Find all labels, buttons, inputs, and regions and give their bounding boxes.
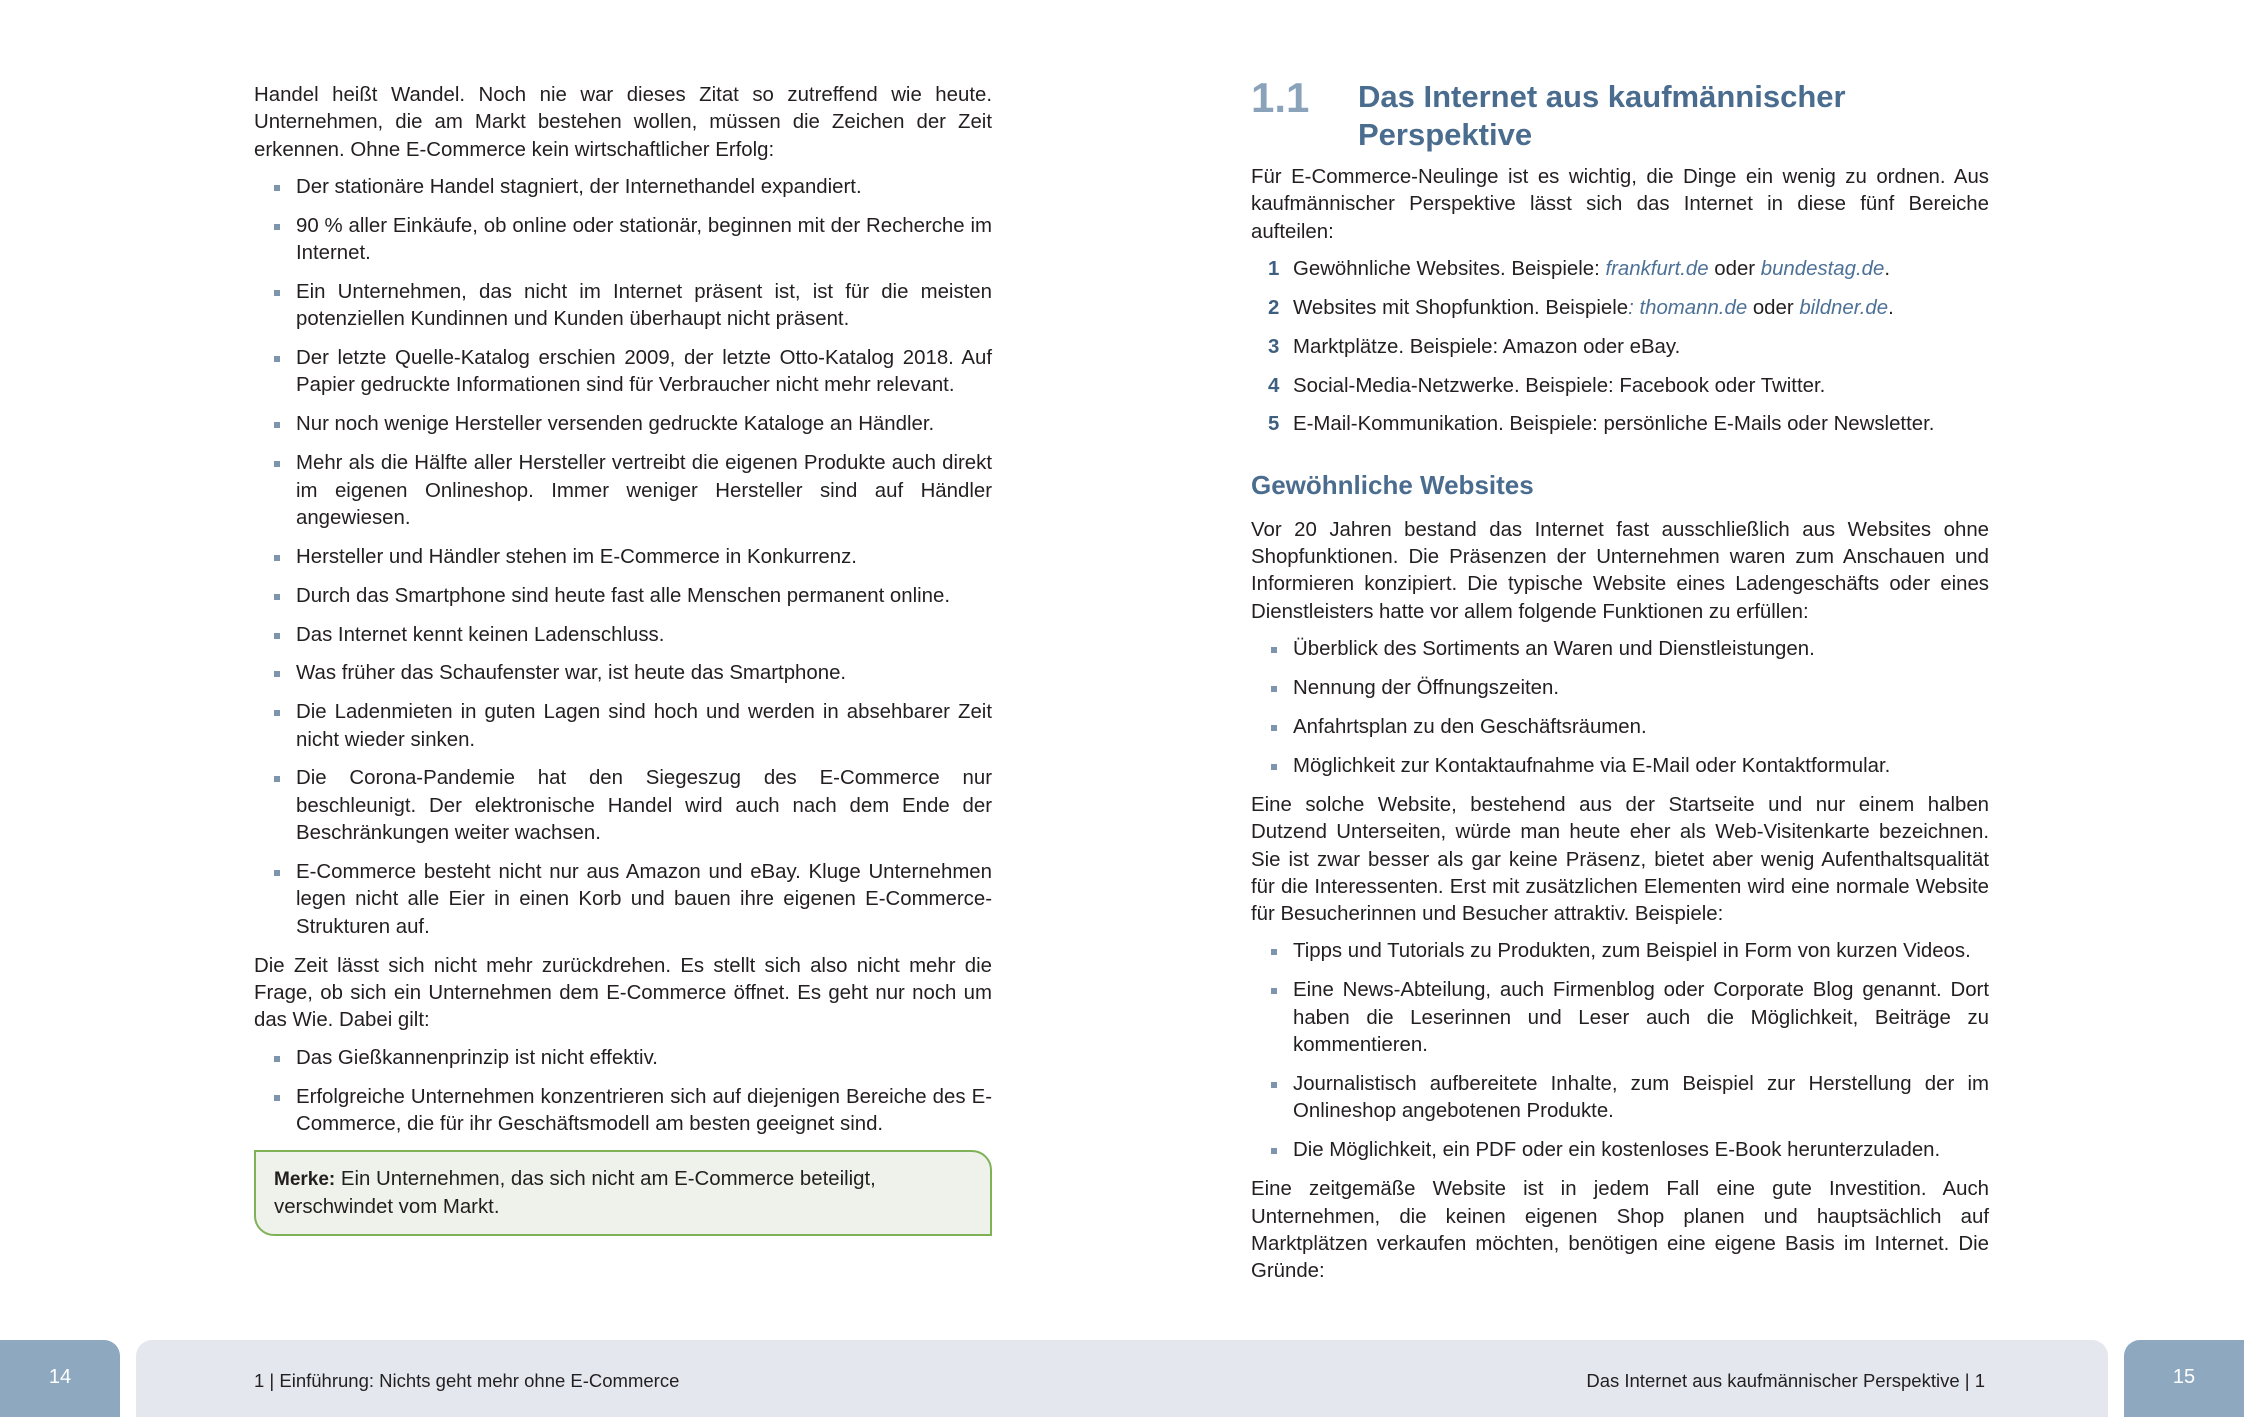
right-bullet-list-1 [1251, 636, 1989, 780]
bullet-item [254, 699, 992, 754]
bullet-text: Das Internet kennt keinen Ladenschluss. [296, 623, 665, 646]
left-bullet-list-1 [254, 174, 992, 941]
bullet-text: Tipps und Tutorials zu Produkten, zum Beispiel in Form von kurzen Videos. [1293, 940, 1971, 963]
bullet-item [254, 174, 992, 201]
bullet-item [1251, 714, 1989, 741]
right-paragraph-1: Vor 20 Jahren bestand das Internet fast ausschließlich aus Websites ohne Shopfunktionen. Die Präsenzen der Unternehmen waren zum Anschauen und Informieren konzipiert. Die typische Website eines Ladengeschäfts oder eines Dienstleisters hatte vor allem folgende Funktionen zu erfüllen: [1251, 518, 1989, 623]
right-intro-paragraph: Für E-Commerce-Neulinge ist es wichtig, die Dinge ein wenig zu ordnen. Aus kaufmännischer Perspektive lässt sich das Internet in diese fünf Bereiche aufteilen: [1251, 166, 1989, 243]
bullet-square-icon [274, 870, 280, 876]
merke-text: Ein Unternehmen, das sich nicht am E-Commerce beteiligt, verschwindet vom Markt. [274, 1168, 876, 1218]
bullet-square-icon [274, 1056, 280, 1062]
item-number: 3 [1268, 335, 1280, 358]
bullet-item [254, 622, 992, 649]
bullet-square-icon [274, 671, 280, 677]
item-text: Social-Media-Netzwerke. Beispiele: Facebook oder Twitter. [1293, 374, 1826, 397]
right-page-body [1251, 74, 1989, 1285]
item-text: oder [1747, 296, 1800, 319]
left-paragraph-2: Die Zeit lässt sich nicht mehr zurückdrehen. Es stellt sich also nicht mehr die Frage, ob sich ein Unternehmen dem E-Commerce öffnet. Es geht nur noch um das Wie. Dabei gilt: [254, 954, 992, 1032]
bullet-item [1251, 675, 1989, 702]
bullet-item [254, 544, 992, 571]
bullet-text: Überblick des Sortiments an Waren und Dienstleistungen. [1293, 637, 1815, 660]
left-page-number: 14 [0, 1340, 120, 1417]
bullet-text: Hersteller und Händler stehen im E-Commerce in Konkurrenz. [296, 545, 857, 568]
item-number: 5 [1268, 413, 1280, 436]
item-text: . [1884, 257, 1891, 280]
right-paragraph-3: Eine zeitgemäße Website ist in jedem Fall eine gute Investition. Auch Unternehmen, die keinen eigenen Shop planen und hauptsächlich auf Marktplätzen verkaufen möchten, benötigen eine eigene Basis im Internet. Die Gründe: [1251, 1178, 1989, 1283]
item-number: 2 [1268, 296, 1280, 319]
bullet-item [254, 859, 992, 941]
example-link[interactable]: : thomann.de [1628, 296, 1748, 319]
item-text: Websites mit Shopfunktion. Beispiele [1293, 296, 1629, 319]
bullet-square-icon [1271, 988, 1277, 994]
bullet-square-icon [274, 776, 280, 782]
bullet-text: 90 % aller Einkäufe, ob online oder stationär, beginnen mit der Recherche im Internet. [296, 214, 992, 265]
bullet-text: Die Corona-Pandemie hat den Siegeszug des E-Commerce nur beschleunigt. Der elektronische Handel wird auch nach dem Ende der Beschränkungen weiter wachsen. [296, 767, 992, 845]
right-bullet-list-2 [1251, 938, 1989, 1164]
left-running-head: 1 | Einführung: Nichts geht mehr ohne E-Commerce [254, 1370, 680, 1391]
bullet-text: Durch das Smartphone sind heute fast alle Menschen permanent online. [296, 584, 951, 607]
bullet-text: Mehr als die Hälfte aller Hersteller vertreibt die eigenen Produkte auch direkt im eigenen Onlineshop. Immer weniger Hersteller sind auf Händler angewiesen. [296, 452, 992, 529]
item-text: oder [1708, 257, 1761, 280]
item-text: Gewöhnliche Websites. Beispiele: [1293, 257, 1606, 280]
left-bullet-list-2 [254, 1045, 992, 1138]
numbered-item [1251, 334, 1989, 361]
bullet-item [1251, 977, 1989, 1059]
bullet-item [254, 345, 992, 400]
bullet-item [254, 450, 992, 532]
item-text: E-Mail-Kommunikation. Beispiele: persönliche E-Mails oder Newsletter. [1293, 413, 1935, 436]
numbered-item [1251, 411, 1989, 438]
merke-label: Merke: [274, 1169, 336, 1191]
bullet-item [254, 213, 992, 268]
bullet-text: Was früher das Schaufenster war, ist heute das Smartphone. [296, 662, 847, 685]
item-text: Marktplätze. Beispiele: Amazon oder eBay. [1293, 335, 1681, 358]
bullet-text: Anfahrtsplan zu den Geschäftsräumen. [1293, 715, 1647, 738]
numbered-list [1251, 256, 1989, 439]
bullet-square-icon [274, 633, 280, 639]
bullet-text: Nur noch wenige Hersteller versenden gedruckte Kataloge an Händler. [296, 413, 935, 436]
item-number: 1 [1268, 257, 1280, 280]
bullet-square-icon [1271, 686, 1277, 692]
bullet-item [1251, 1071, 1989, 1126]
bullet-item [254, 765, 992, 847]
numbered-item [1251, 373, 1989, 400]
bullet-square-icon [274, 290, 280, 296]
left-page-body [254, 82, 992, 1236]
bullet-square-icon [274, 710, 280, 716]
example-link[interactable]: bundestag.de [1760, 257, 1885, 280]
right-page-number: 15 [2124, 1340, 2244, 1417]
bullet-square-icon [1271, 647, 1277, 653]
bullet-text: Der stationäre Handel stagniert, der Internethandel expandiert. [296, 175, 862, 198]
bullet-square-icon [1271, 1082, 1277, 1088]
bullet-text: Die Möglichkeit, ein PDF oder ein kostenloses E-Book herunterzuladen. [1293, 1138, 1941, 1161]
bullet-square-icon [274, 356, 280, 362]
bullet-item [1251, 636, 1989, 663]
left-intro-paragraph: Handel heißt Wandel. Noch nie war dieses Zitat so zutreffend wie heute. Unternehmen, die am Markt bestehen wollen, müssen die Zeichen der Zeit erkennen. Ohne E-Commerce kein wirtschaftlicher Erfolg: [254, 84, 992, 161]
subheading: Gewöhnliche Websites [1251, 469, 1534, 500]
numbered-item [1251, 256, 1989, 283]
bullet-square-icon [274, 224, 280, 230]
right-paragraph-2: Eine solche Website, bestehend aus der Startseite und nur einem halben Dutzend Unterseiten, würde man heute eher als Web-Visitenkarte bezeichnen. Sie ist zwar besser als gar keine Präsenz, bietet aber wenig Aufenthaltsqualität für die Interessenten. Erst mit zusätzlichen Elementen wird eine normale Website für Besucherinnen und Besucher attraktiv. Beispiele: [1251, 793, 1989, 926]
bullet-square-icon [274, 594, 280, 600]
example-link[interactable]: frankfurt.de [1605, 257, 1709, 280]
bullet-square-icon [274, 555, 280, 561]
bullet-item [254, 411, 992, 438]
bullet-text: Ein Unternehmen, das nicht im Internet präsent ist, ist für die meisten potenziellen Kundinnen und Kunden überhaupt nicht präsent. [296, 280, 992, 331]
bullet-text: E-Commerce besteht nicht nur aus Amazon und eBay. Kluge Unternehmen legen nicht alle Eier in einen Korb und bauen ihre eigenen E-Commerce-Strukturen auf. [296, 860, 992, 938]
item-number: 4 [1268, 374, 1280, 397]
bullet-text: Nennung der Öffnungszeiten. [1293, 676, 1560, 699]
example-link[interactable]: bildner.de [1799, 296, 1889, 319]
bullet-square-icon [1271, 1148, 1277, 1154]
bullet-text: Der letzte Quelle-Katalog erschien 2009, der letzte Otto-Katalog 2018. Auf Papier gedruckte Informationen sind für Verbraucher nicht mehr relevant. [296, 347, 992, 397]
bullet-square-icon [274, 185, 280, 191]
bullet-square-icon [1271, 949, 1277, 955]
item-text: . [1888, 296, 1894, 319]
bullet-text: Eine News-Abteilung, auch Firmenblog oder Corporate Blog genannt. Dort haben die Leserinnen und Leser auch die Möglichkeit, Beiträge zu kommentieren. [1293, 979, 1989, 1056]
bullet-text: Die Ladenmieten in guten Lagen sind hoch und werden in absehbarer Zeit nicht wieder sinken. [296, 701, 992, 751]
bullet-text: Möglichkeit zur Kontaktaufnahme via E-Mail oder Kontaktformular. [1293, 754, 1891, 777]
bullet-square-icon [274, 1095, 280, 1101]
bullet-item [254, 660, 992, 687]
bullet-text: Journalistisch aufbereitete Inhalte, zum Beispiel zur Herstellung der im Onlineshop angebotenen Produkte. [1293, 1072, 1989, 1123]
bullet-text: Das Gießkannenprinzip ist nicht effektiv. [296, 1046, 658, 1069]
section-title: Das Internet aus kaufmännischer Perspektive [1358, 79, 1846, 152]
bullet-item [1251, 753, 1989, 780]
bullet-square-icon [1271, 764, 1277, 770]
bullet-square-icon [274, 422, 280, 428]
merke-box [254, 1150, 992, 1236]
bullet-square-icon [1271, 725, 1277, 731]
bullet-item [1251, 938, 1989, 965]
right-running-head: Das Internet aus kaufmännischer Perspektive | 1 [1586, 1370, 1985, 1391]
section-heading [1251, 76, 1989, 164]
bullet-item [254, 1084, 992, 1139]
numbered-item [1251, 295, 1989, 322]
bullet-item [254, 1045, 992, 1072]
bullet-text: Erfolgreiche Unternehmen konzentrieren sich auf diejenigen Bereiche des E-Commerce, die für ihr Geschäftsmodell am besten geeignet sind. [296, 1085, 992, 1135]
bullet-square-icon [274, 461, 280, 467]
bullet-item [254, 583, 992, 610]
section-number: 1.1 [1251, 74, 1310, 121]
bullet-item [1251, 1137, 1989, 1164]
bullet-item [254, 279, 992, 334]
